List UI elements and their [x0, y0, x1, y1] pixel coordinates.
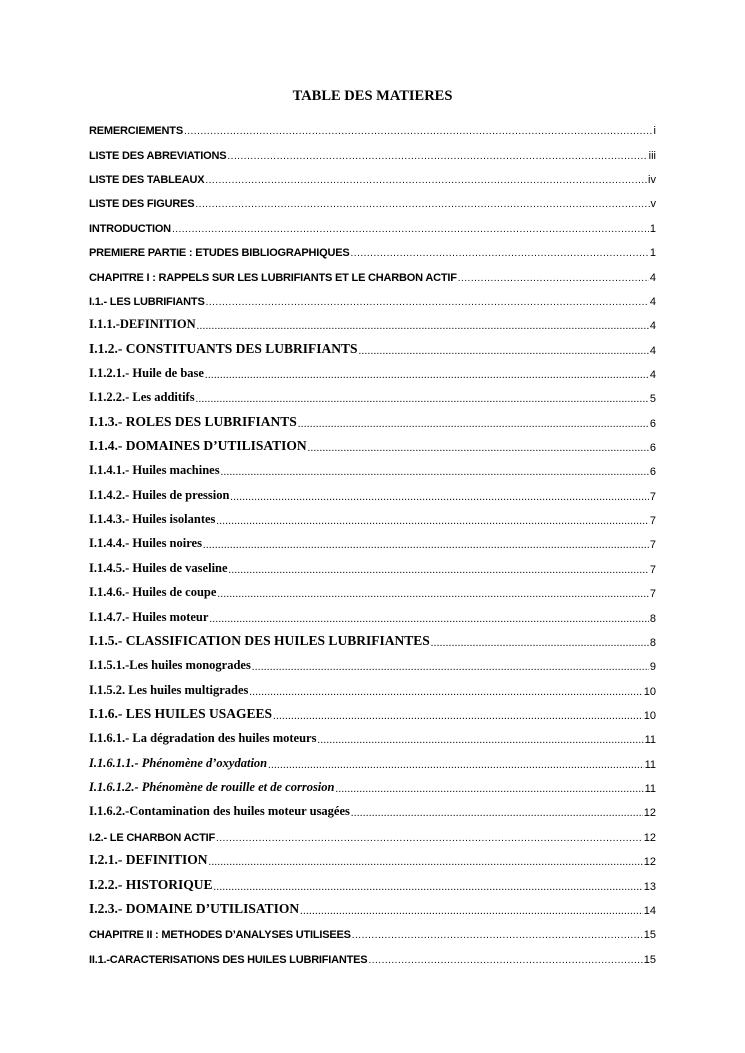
toc-entry-page: 12	[643, 831, 656, 844]
toc-dot-leader	[268, 761, 643, 771]
toc-entry[interactable]	[89, 945, 656, 969]
toc-dot-leader	[300, 907, 643, 917]
toc-entry[interactable]	[89, 141, 656, 165]
toc-entry[interactable]	[89, 336, 656, 360]
toc-entry[interactable]	[89, 872, 656, 896]
toc-dot-leader	[458, 274, 649, 284]
toc-entry-label: CHAPITRE II : METHODES D’ANALYSES UTILISEES	[89, 929, 351, 942]
toc-entry[interactable]	[89, 702, 656, 726]
toc-entry-page: 6	[649, 442, 656, 455]
toc-entry-page: i	[653, 125, 656, 138]
toc-entry-label: I.1.5.- CLASSIFICATION DES HUILES LUBRIFIANTES	[89, 632, 430, 648]
toc-entry-page: 11	[644, 734, 656, 747]
toc-entry[interactable]	[89, 653, 656, 677]
toc-entry[interactable]	[89, 555, 656, 579]
toc-entry-page: 12	[643, 807, 656, 820]
toc-entry-page: 1	[649, 222, 656, 235]
table-of-contents	[89, 117, 656, 970]
toc-entry-label: I.1.6.1.1.- Phénomène d’oxydation	[89, 755, 268, 770]
toc-entry[interactable]	[89, 288, 656, 312]
toc-entry[interactable]	[89, 823, 656, 847]
toc-entry-label: LISTE DES ABREVIATIONS	[89, 149, 227, 162]
toc-entry-page: 7	[649, 563, 656, 576]
toc-entry[interactable]	[89, 312, 656, 336]
toc-dot-leader	[229, 566, 649, 576]
toc-entry-page: 8	[649, 612, 656, 625]
toc-entry-page: 8	[649, 636, 656, 649]
toc-entry-page: 7	[649, 515, 656, 528]
toc-entry[interactable]	[89, 726, 656, 750]
toc-dot-leader	[359, 347, 649, 357]
toc-entry-page: iv	[648, 174, 656, 187]
toc-entry-label: I.1.6.1.- La dégradation des huiles moteurs	[89, 731, 317, 746]
toc-entry-label: I.2.2.- HISTORIQUE	[89, 876, 213, 892]
toc-entry-page: 4	[649, 295, 656, 308]
toc-entry-page: 9	[649, 661, 656, 674]
toc-entry[interactable]	[89, 166, 656, 190]
toc-entry-page: 10	[643, 685, 656, 698]
toc-entry[interactable]	[89, 361, 656, 385]
toc-entry[interactable]	[89, 580, 656, 604]
toc-dot-leader	[209, 858, 643, 868]
toc-dot-leader	[298, 420, 649, 430]
toc-entry-page: iii	[648, 149, 656, 162]
toc-entry[interactable]	[89, 604, 656, 628]
toc-entry-label: I.1.1.-DEFINITION	[89, 317, 196, 332]
toc-dot-leader	[221, 468, 649, 478]
toc-entry-label: I.1.6.2.-Contamination des huiles moteur usagées	[89, 804, 350, 819]
toc-entry-page: 1	[649, 247, 656, 260]
toc-entry[interactable]	[89, 629, 656, 653]
toc-entry-page: 4	[649, 271, 656, 284]
toc-entry[interactable]	[89, 239, 656, 263]
toc-entry[interactable]	[89, 385, 656, 409]
toc-dot-leader	[352, 931, 643, 941]
toc-dot-leader	[217, 590, 648, 600]
toc-entry-label: I.1.4.5.- Huiles de vaseline	[89, 560, 228, 575]
toc-entry-page: 7	[649, 539, 656, 552]
toc-entry[interactable]	[89, 263, 656, 287]
toc-entry[interactable]	[89, 897, 656, 921]
toc-entry-page: 6	[649, 466, 656, 479]
toc-entry-page: 6	[649, 417, 656, 430]
toc-entry[interactable]	[89, 409, 656, 433]
toc-entry-label: I.1.4.- DOMAINES D’UTILISATION	[89, 438, 307, 454]
toc-dot-leader	[230, 493, 648, 503]
toc-entry-page: 7	[649, 490, 656, 503]
toc-dot-leader	[351, 809, 643, 819]
toc-entry-label: LISTE DES FIGURES	[89, 198, 195, 211]
toc-dot-leader	[249, 688, 642, 698]
toc-entry-label: INTRODUCTION	[89, 222, 171, 235]
toc-dot-leader	[205, 371, 649, 381]
toc-entry-page: 4	[649, 344, 656, 357]
toc-dot-leader	[205, 176, 647, 186]
toc-dot-leader	[206, 298, 649, 308]
toc-entry-label: I.1.4.6.- Huiles de coupe	[89, 585, 217, 600]
toc-entry-label: I.1.2.1.- Huile de base	[89, 365, 204, 380]
toc-entry-page: 12	[643, 856, 656, 869]
toc-entry-page: v	[650, 198, 656, 211]
toc-dot-leader	[195, 200, 649, 210]
toc-entry-label: I.1.6.- LES HUILES USAGEES	[89, 705, 273, 721]
toc-dot-leader	[431, 639, 649, 649]
toc-dot-leader	[209, 615, 648, 625]
toc-entry[interactable]	[89, 190, 656, 214]
toc-entry-label: I.1.5.1.-Les huiles monogrades	[89, 658, 251, 673]
toc-entry-label: I.1.2.- CONSTITUANTS DES LUBRIFIANTS	[89, 340, 358, 356]
toc-entry-label: I.1.4.3.- Huiles isolantes	[89, 512, 216, 527]
toc-entry-label: I.1.3.- ROLES DES LUBRIFIANTS	[89, 413, 297, 429]
page-title: TABLE DES MATIERES	[292, 88, 453, 104]
toc-dot-leader	[252, 663, 649, 673]
toc-entry-label: I.1.- LES LUBRIFIANTS	[89, 295, 205, 308]
toc-entry-page: 4	[649, 320, 656, 333]
toc-entry[interactable]	[89, 750, 656, 774]
toc-entry-label: I.1.5.2. Les huiles multigrades	[89, 682, 249, 697]
toc-entry[interactable]	[89, 458, 656, 482]
toc-dot-leader	[216, 834, 643, 844]
toc-entry[interactable]	[89, 117, 656, 141]
toc-dot-leader	[203, 541, 649, 551]
toc-entry-page: 7	[649, 588, 656, 601]
toc-entry-label: I.1.4.4.- Huiles noires	[89, 536, 202, 551]
toc-entry-label: I.1.4.2.- Huiles de pression	[89, 487, 230, 502]
toc-entry-page: 15	[643, 953, 656, 966]
toc-dot-leader	[196, 395, 649, 405]
toc-entry[interactable]	[89, 482, 656, 506]
toc-entry-label: I.1.4.7.- Huiles moteur	[89, 609, 209, 624]
toc-entry-label: REMERCIEMENTS	[89, 125, 183, 138]
toc-entry-label: II.1.-CARACTERISATIONS DES HUILES LUBRIFIANTES	[89, 953, 368, 966]
toc-dot-leader	[172, 225, 649, 235]
toc-entry-label: LISTE DES TABLEAUX	[89, 174, 205, 187]
toc-dot-leader	[273, 712, 643, 722]
toc-dot-leader	[351, 249, 649, 259]
toc-dot-leader	[368, 956, 642, 966]
toc-entry-page: 11	[644, 783, 656, 796]
toc-entry[interactable]	[89, 434, 656, 458]
toc-entry-page: 4	[649, 368, 656, 381]
toc-entry-page: 14	[643, 904, 656, 917]
toc-entry-label: PREMIERE PARTIE : ETUDES BIBLIOGRAPHIQUES	[89, 247, 350, 260]
toc-dot-leader	[184, 127, 653, 137]
toc-entry-label: I.1.4.1.- Huiles machines	[89, 463, 220, 478]
toc-dot-leader	[335, 785, 643, 795]
toc-entry-label: I.2.3.- DOMAINE D’UTILISATION	[89, 900, 300, 916]
toc-dot-leader	[308, 444, 649, 454]
toc-dot-leader	[214, 883, 643, 893]
toc-entry-page: 15	[643, 929, 656, 942]
toc-entry-label: I.2.- LE CHARBON ACTIF	[89, 831, 215, 844]
toc-entry[interactable]	[89, 677, 656, 701]
toc-dot-leader	[197, 322, 649, 332]
toc-entry-label: I.1.2.2.- Les additifs	[89, 390, 195, 405]
toc-entry[interactable]	[89, 507, 656, 531]
toc-entry-page: 13	[643, 880, 656, 893]
toc-entry-label: I.2.1.- DEFINITION	[89, 852, 208, 868]
toc-entry[interactable]	[89, 848, 656, 872]
toc-dot-leader	[227, 152, 647, 162]
toc-entry-page: 10	[643, 709, 656, 722]
toc-entry-label: CHAPITRE I : RAPPELS SUR LES LUBRIFIANTS ET LE CHARBON ACTIF	[89, 271, 457, 284]
toc-entry[interactable]	[89, 531, 656, 555]
toc-entry-page: 5	[649, 393, 656, 406]
toc-entry[interactable]	[89, 775, 656, 799]
toc-entry[interactable]	[89, 214, 656, 238]
toc-dot-leader	[317, 736, 643, 746]
toc-entry[interactable]	[89, 799, 656, 823]
toc-entry[interactable]	[89, 921, 656, 945]
toc-entry-page: 11	[644, 758, 656, 771]
toc-entry-label: I.1.6.1.2.- Phénomène de rouille et de corrosion	[89, 780, 335, 795]
toc-dot-leader	[216, 517, 648, 527]
